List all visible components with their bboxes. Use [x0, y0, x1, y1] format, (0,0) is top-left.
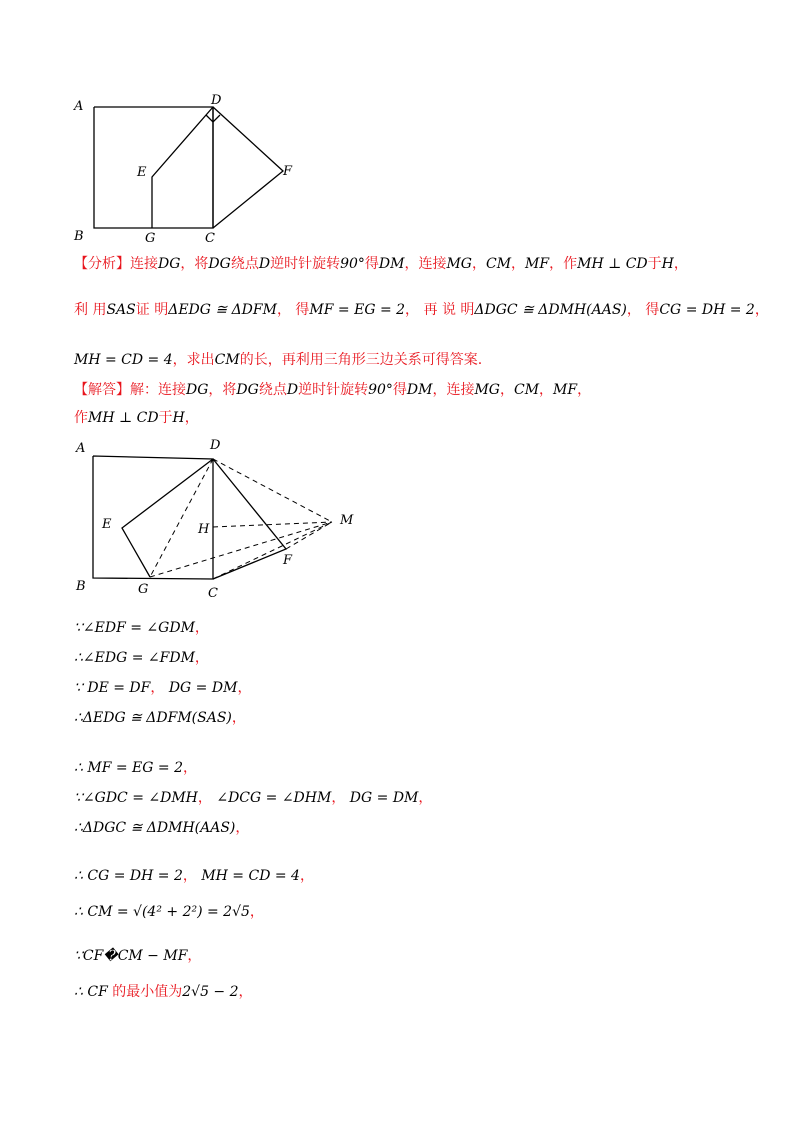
analysis-tag: 【分析】 [74, 256, 130, 272]
figure-2 [70, 436, 370, 602]
text: ， [418, 790, 433, 806]
figure-1 [70, 92, 300, 252]
math: H [661, 256, 674, 272]
math: DG [186, 382, 209, 398]
text: 得 [364, 256, 379, 272]
text: 绕点 [258, 382, 287, 398]
math: DG [158, 256, 181, 272]
proof-step-6 [74, 788, 432, 808]
text: ， [194, 650, 209, 666]
label-a: A [76, 441, 86, 456]
math: ∴ MF = EG = 2 [74, 760, 183, 776]
text: ， [187, 948, 202, 964]
math: DG = DM [168, 680, 238, 696]
text: ， [194, 620, 209, 636]
text: 利 用 [74, 302, 107, 318]
proof-step-4 [74, 708, 246, 728]
text: ， [184, 410, 199, 426]
math: SAS [106, 302, 136, 318]
math: CM [214, 352, 240, 368]
math: MH = CD = 4 [74, 352, 173, 368]
analysis-line-1 [74, 254, 688, 274]
path-d-e-g [152, 107, 213, 228]
label-e: E [137, 165, 147, 180]
analysis-line-3 [74, 350, 482, 370]
text: ， [539, 382, 554, 398]
text: ， [235, 820, 250, 836]
math: MF [553, 382, 578, 398]
text: ， [231, 710, 246, 726]
math: DM [406, 382, 433, 398]
label-f: F [283, 553, 293, 568]
label-h: H [198, 522, 210, 537]
label-g: G [138, 582, 149, 597]
text: 解：连接 [130, 382, 186, 398]
analysis-line-2 [74, 300, 769, 320]
math: ∴ CF [74, 984, 108, 1000]
math: ∴ΔDGC ≅ ΔDMH(AAS) [74, 820, 236, 836]
label-m: M [340, 513, 354, 528]
text: ， [197, 790, 212, 806]
dashed-gm [150, 522, 332, 577]
text: 逆时针旋转 [298, 382, 369, 398]
text: ， [182, 760, 197, 776]
math: MG [474, 382, 500, 398]
text: ， [472, 256, 486, 272]
math: 90° [340, 256, 365, 272]
proof-step-3 [74, 678, 251, 698]
text: ， 得 [626, 302, 660, 318]
label-c: C [205, 231, 215, 246]
math: CG = DH = 2 [659, 302, 755, 318]
text: ， 再 说 明 [405, 302, 475, 318]
text: ，连接 [404, 256, 447, 272]
solution-line-1 [74, 380, 591, 400]
proof-step-2 [74, 648, 209, 668]
text: ，将 [208, 382, 237, 398]
proof-step-8 [74, 866, 314, 886]
label-f: F [283, 164, 293, 179]
solution-line-2 [74, 408, 199, 428]
text: 的长，再利用三角形三边关系可得答案. [239, 352, 483, 368]
text: ，作 [549, 256, 578, 272]
math: D [286, 382, 299, 398]
text: ， [249, 904, 264, 920]
text: ， [150, 680, 165, 696]
proof-step-7 [74, 818, 249, 838]
text: ， [500, 382, 514, 398]
math: MF = EG = 2 [309, 302, 406, 318]
math: MF [525, 256, 550, 272]
math: MH ⊥ CD [88, 410, 159, 426]
text: ， [754, 302, 769, 318]
text: 证 明 [135, 302, 169, 318]
math: CM [514, 382, 540, 398]
math: 2√5 − 2 [182, 984, 239, 1000]
math: DG [208, 256, 231, 272]
math: ∴ CM = √(4² + 2²) = 2√5 [74, 904, 250, 920]
text: 作 [74, 410, 88, 426]
math: ∵CF�CM − MF [74, 948, 188, 964]
label-e: E [102, 517, 112, 532]
label-d: D [211, 93, 222, 108]
proof-step-1 [74, 618, 209, 638]
math: DG [236, 382, 259, 398]
text: 于 [647, 256, 662, 272]
math: DM [378, 256, 405, 272]
math: ΔDGC ≅ ΔDMH(AAS) [474, 302, 627, 318]
text: 连接 [130, 256, 158, 272]
text: ，连接 [432, 382, 475, 398]
label-c: C [208, 586, 218, 601]
text: ， [182, 868, 197, 884]
path-d-f-c [213, 107, 283, 228]
solution-tag: 【解答】 [74, 382, 130, 398]
proof-step-10 [74, 946, 201, 966]
math: H [172, 410, 185, 426]
math: ∴ CG = DH = 2 [74, 868, 183, 884]
square-abcd [94, 107, 213, 228]
text: ，求出 [172, 352, 215, 368]
label-g: G [145, 231, 156, 246]
dashed-dg [150, 459, 213, 577]
text: ， [238, 984, 253, 1000]
label-b: B [76, 579, 86, 594]
label-d: D [210, 438, 221, 453]
text: 绕点 [230, 256, 259, 272]
text: ， [237, 680, 252, 696]
math: ∵∠EDF = ∠GDM [74, 620, 195, 636]
text: ， [331, 790, 346, 806]
label-b: B [74, 229, 84, 244]
text: ， [673, 256, 688, 272]
dashed-dm [213, 459, 332, 522]
text: 的最小值为 [112, 984, 183, 1000]
dashed-cm [213, 522, 332, 579]
text: ， [511, 256, 526, 272]
dashed-hm [213, 522, 332, 527]
math: 90° [368, 382, 393, 398]
proof-step-11 [74, 982, 253, 1002]
math: ΔEDG ≅ ΔDFM [168, 302, 277, 318]
text: 逆时针旋转 [270, 256, 341, 272]
proof-step-9 [74, 902, 264, 922]
text: ， [577, 382, 592, 398]
math: MG [446, 256, 472, 272]
proof-step-5 [74, 758, 197, 778]
math: MH = CD = 4 [201, 868, 300, 884]
path-d-e-g [122, 459, 213, 577]
text: ， [299, 868, 314, 884]
math: ∵∠GDC = ∠DMH [74, 790, 198, 806]
text: ，将 [180, 256, 209, 272]
label-a: A [74, 99, 84, 114]
math: MH ⊥ CD [577, 256, 648, 272]
dashed-fm [286, 522, 332, 549]
math: ∴ΔEDG ≅ ΔDFM(SAS) [74, 710, 232, 726]
math: ∴∠EDG = ∠FDM [74, 650, 195, 666]
math: ∵ DE = DF [74, 680, 151, 696]
math: ∠DCG = ∠DHM [216, 790, 332, 806]
math: D [258, 256, 271, 272]
math: CM [486, 256, 512, 272]
text: 得 [392, 382, 407, 398]
text: 于 [158, 410, 173, 426]
math: DG = DM [349, 790, 419, 806]
text: ， 得 [276, 302, 310, 318]
